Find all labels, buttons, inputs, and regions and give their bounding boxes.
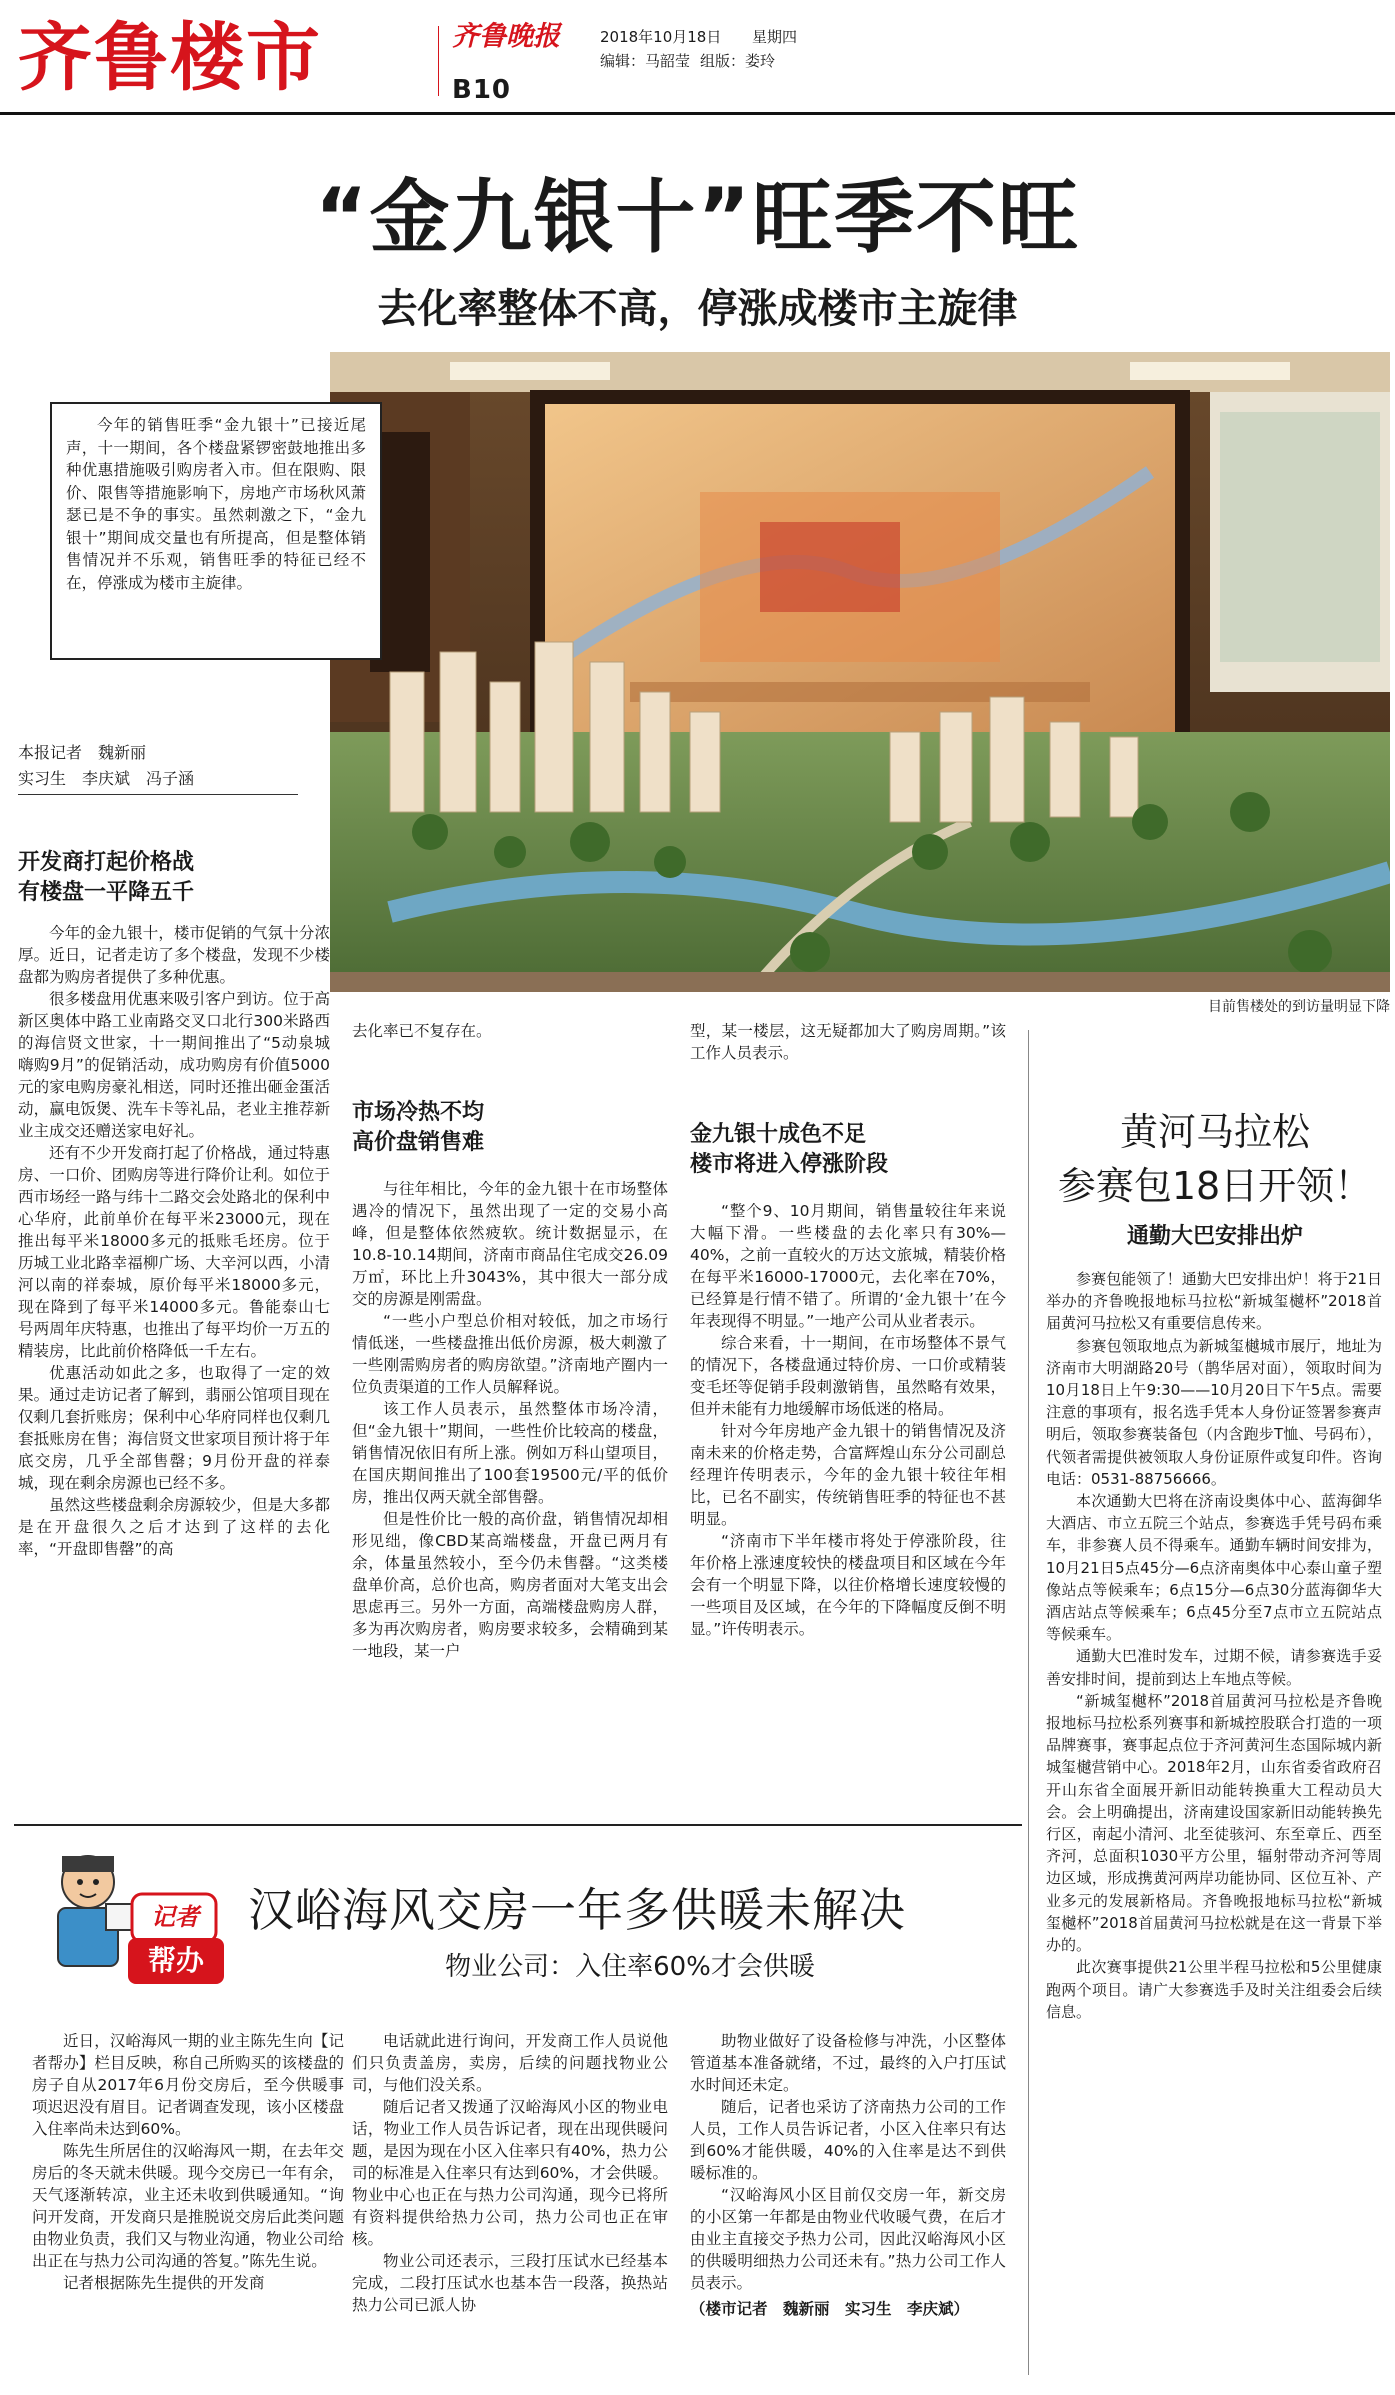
lead-column-2-leadin [352,1020,668,1042]
sales-office-model-illustration [330,352,1390,992]
newspaper-logo: 齐鲁晚报 [452,21,560,52]
section2-title-line2: 高价盘销售难 [352,1130,485,1155]
paragraph: “一些小户型总价相对较低，加之市场行情低迷，一些楼盘推出低价房源，极大刺激了一些刚需购房者的购房欲望。”济南地产圈内一位负责渠道的工作人员解释说。 [352,1312,668,1396]
paragraph: “新城玺樾杯”2018首届黄河马拉松是齐鲁晚报地标马拉松系列赛事和新城控股联合打造的一项品牌赛事，赛事起点位于齐河黄河生态国际城内新城玺樾营销中心。2018年2月，山东省委省政府召开山东省全面展开新旧动能转换重大工程动员大会。会上明确提出，济南建设国家新旧动能转换先行区，南起小清河、北至徒骇河、东至章丘、西至齐河，总面积1030平方公里，辐射带动齐河等周边区域，形成携黄河两岸功能协同、区位互补、产业多元的发展新格局。齐鲁晚报地标马拉松“新城玺樾杯”2018首届黄河马拉松就是在这一背景下举办的。 [1046,1691,1382,1955]
help-column-3 [690,2030,1006,2320]
paragraph: 电话就此进行询问，开发商工作人员说他们只负责盖房，卖房，后续的问题找物业公司，与他们没关系。 [352,2032,668,2094]
help-column-2 [352,2030,668,2316]
section1-title-line2: 有楼盘一平降五千 [18,880,195,905]
paragraph: 很多楼盘用优惠来吸引客户到访。位于高新区奥体中路工业南路交叉口北行300米路西的海信贤文世家，十一期间推出了“5动泉城 嗨购9月”的促销活动，成功购房有价值5000元的家电购房豪礼相送，同时还推出砸金蛋活动，赢电饭煲、洗车卡等礼品，老业主推荐新业主成交还赠送家电好礼。 [18,990,330,1140]
page-number: B10 [452,75,511,105]
section3-title-line2: 楼市将进入停涨阶段 [690,1152,889,1177]
badge-line2: 帮办 [147,1944,204,1977]
editor-credit: 编辑：马韶莹 [600,52,691,70]
lead-summary-text: 今年的销售旺季“金九银十”已接近尾声，十一期间，各个楼盘紧锣密鼓地推出多种优惠措施吸引购房者入市。但在限购、限价、限售等措施影响下，房地产市场秋风萧瑟已是不争的事实。虽然刺激之下，“金九银十”期间成交量也有所提高，但是整体销售情况并不乐观，销售旺季的特征已经不在，停涨成为楼市主旋律。 [66,416,366,592]
paragraph: 记者根据陈先生提供的开发商 [63,2274,265,2292]
paragraph: “济南市下半年楼市将处于停涨阶段，往年价格上涨速度较快的楼盘项目和区域在今年会有一个明显下降，以往价格增长速度较慢的一些项目及区域，在今年的下降幅度反倒不明显。”许传明表示。 [690,1532,1006,1638]
sidebar-divider [1028,1030,1029,2375]
byline-reporter: 本报记者 魏新丽 [18,743,147,762]
paragraph-continuation: 型，某一楼层，这无疑都加大了购房周期。”该工作人员表示。 [690,1022,1006,1062]
masthead-vertical-divider [438,26,439,96]
sales-office-photo [330,352,1390,992]
paragraph: 参赛包能领了！通勤大巴安排出炉！将于21日举办的齐鲁晚报地标马拉松“新城玺樾杯”2018首届黄河马拉松又有重要信息传来。 [1046,1270,1382,1333]
marathon-title-line2: 参赛包18日开领！ [1057,1164,1373,1208]
paragraph: 陈先生所居住的汉峪海风一期，在去年交房后的冬天就未供暖。现今交房已一年有余，天气逐渐转凉，业主还未收到供暖通知。“询问开发商，开发商只是推脱说交房后此类问题由物业负责，我们又与物业沟通，物业公司给出正在与热力公司沟通的答复。”陈先生说。 [32,2142,344,2270]
lead-column-3 [690,1200,1006,1640]
paragraph: 随后记者又拨通了汉峪海风小区的物业电话，物业工作人员告诉记者，现在出现供暖问题，是因为现在小区入住率只有40%，热力公司的标准是入住率只有达到60%，才会供暖。物业中心也正在与热力公司沟通，现今已将所有资料提供给热力公司，热力公司也正在审核。 [352,2098,668,2248]
badge-line1: 记者 [151,1903,199,1931]
paragraph-continuation: 去化率已不复存在。 [352,1022,492,1040]
paragraph: 此次赛事提供21公里半程马拉松和5公里健康跑两个项目。请广大参赛选手及时关注组委会后续信息。 [1046,1958,1382,2021]
paragraph: 通勤大巴准时发车，过期不候，请参赛选手妥善安排时间，提前到达上车地点等候。 [1046,1647,1382,1688]
paragraph: “汉峪海风小区目前仅交房一年，新交房的小区第一年都是由物业代收暖气费，在后才由业主直接交予热力公司，因此汉峪海风小区的供暖明细热力公司还未有。”热力公司工作人员表示。 [690,2186,1006,2292]
paragraph: 本次通勤大巴将在济南设奥体中心、蓝海御华大酒店、市立五院三个站点，参赛选手凭号码布乘车，非参赛人员不得乘车。通勤车辆时间安排为，10月21日5点45分—6点济南奥体中心泰山童子塑像站点等候乘车；6点15分—6点30分蓝海御华大酒店站点等候乘车；6点45分至7点市立五院站点等候乘车。 [1046,1492,1382,1644]
section3-heading [690,1120,1006,1180]
paragraph: 虽然这些楼盘剩余房源较少，但是大多都是在开盘很久之后才达到了这样的去化率，“开盘即售罄”的高 [18,1496,330,1558]
byline-interns: 实习生 李庆斌 冯子涵 [18,766,298,795]
issue-weekday: 星期四 [752,28,798,46]
section3-title-line1: 金九银十成色不足 [690,1122,867,1147]
help-column-1 [32,2030,344,2294]
paragraph: 助物业做好了设备检修与冲洗，小区整体管道基本准备就绪，不过，最终的入户打压试水时间还未定。 [690,2032,1006,2094]
help-headline: 汉峪海风交房一年多供暖未解决 [248,1883,906,1937]
section-title: 齐鲁楼市 [18,15,322,101]
paragraph: 该工作人员表示，虽然整体市场冷清，但“金九银十”期间，一些性价比较高的楼盘，销售情况依旧有所上涨。例如万科山望项目，在国庆期间推出了100套19500元/平的低价房，推出仅两天就全部售罄。 [352,1400,668,1506]
marathon-subtitle: 通勤大巴安排出炉 [1126,1224,1303,1249]
paragraph: 物业公司还表示，三段打压试水已经基本完成，二段打压试水也基本告一段落，换热站热力公司已派人协 [352,2252,668,2314]
paragraph: 针对今年房地产金九银十的销售情况及济南未来的价格走势，合富辉煌山东分公司副总经理许传明表示，今年的金九银十较往年相比，已名不副实，传统销售旺季的特征也不甚明显。 [690,1422,1006,1528]
paragraph: 近日，汉峪海风一期的业主陈先生向【记者帮办】栏目反映，称自己所购买的该楼盘的房子自从2017年6月份交房后，至今供暖事项迟迟没有眉目。记者调查发现，该小区楼盘入住率尚未达到60%。 [32,2032,344,2138]
section2-heading [352,1098,668,1158]
lead-summary-box [50,402,382,660]
issue-date: 2018年10月18日 [600,28,722,46]
help-byline: （楼市记者 魏新丽 实习生 李庆斌） [690,2300,970,2318]
paragraph: 还有不少开发商打起了价格战，通过特惠房、一口价、团购房等进行降价让利。如位于西市场经一路与纬十二路交会处路北的保利中心华府，此前单价在每平米23000元，现在推出每平米18000多元的抵账毛坯房。位于历城工业北路幸福柳广场、大辛河以西，小清河以南的祥泰城，原价每平米18000多元，现在降到了每平米14000多元。鲁能泰山七号两周年庆特惠，也推出了每平均价一万五的精装房，比此前价格降低一千左右。 [18,1144,330,1360]
section1-heading [18,848,328,908]
reporter-help-badge [36,1842,226,1992]
paragraph: 今年的金九银十，楼市促销的气氛十分浓厚。近日，记者走访了多个楼盘，发现不少楼盘都为购房者提供了多种优惠。 [18,924,330,986]
paragraph: 与往年相比，今年的金九银十在市场整体遇冷的情况下，虽然出现了一定的交易小高峰，但是整体依然疲软。统计数据显示，在10.8-10.14期间，济南市商品住宅成交26.09万㎡，环比上升3043%，其中很大一部分成交的房源是刚需盘。 [352,1180,668,1308]
paragraph: 优惠活动如此之多，也取得了一定的效果。通过走访记者了解到，翡丽公馆项目现在仅剩几套折账房；保利中心华府同样也仅剩几套抵账房在售；海信贤文世家项目预计将于年底交房，几乎全部售罄；9月份开盘的祥泰城，现在剩余房源也已经不多。 [18,1364,330,1492]
paragraph: 参赛包领取地点为新城玺樾城市展厅，地址为济南市大明湖路20号（鹊华居对面），领取时间为10月18日上午9:30——10月20日下午5点。需要注意的事项有，报名选手凭本人身份证签署参赛声明后，领取参赛装备包（内含跑步T恤、号码布），代领者需提供被领取人身份证原件或复印件。咨询电话：0531-88756666。 [1046,1336,1382,1488]
lead-column-3-leadin [690,1020,1006,1064]
paragraph: 随后，记者也采访了济南热力公司的工作人员，工作人员告诉记者，小区入住率只有达到60%才能供暖，40%的入住率是达不到供暖标准的。 [690,2098,1006,2182]
help-section-rule [14,1824,1022,1826]
lead-subheadline: 去化率整体不高，停涨成楼市主旋律 [377,286,1018,332]
paragraph: 但是性价比一般的高价盘，销售情况却相形见绌，像CBD某高端楼盘，开盘已两月有余，体量虽然较小，至今仍未售罄。“这类楼盘单价高，总价也高，购房者面对大笔支出会思虑再三。另外一方面，高端楼盘购房人群，多为再次购房者，购房要求较多，会精确到某一地段，某一户 [352,1510,668,1660]
masthead-rule [0,112,1395,115]
lead-headline: “金九银十”旺季不旺 [314,171,1081,264]
help-subheadline: 物业公司：入住率60%才会供暖 [445,1952,815,1982]
photo-caption: 目前售楼处的到访量明显下降 [1208,999,1390,1015]
lead-column-2 [352,1178,668,1662]
marathon-title-line1: 黄河马拉松 [1119,1110,1310,1154]
paragraph: “整个9、10月期间，销售量较往年来说大幅下滑。一些楼盘的去化率只有30%—40%，之前一直较火的万达文旅城，精装价格在每平米16000-17000元，去化率在70%，已经算是行情不错了。所谓的‘金九银十’在今年表现得不明显。”一地产公司从业者表示。 [690,1202,1006,1330]
layout-credit: 组版：娄玲 [700,52,776,70]
marathon-body [1046,1268,1382,2023]
paragraph: 综合来看，十一期间，在市场整体不景气的情况下，各楼盘通过特价房、一口价或精装变毛坯等促销手段刺激销售，虽然略有效果，但并未能有力地缓解市场低迷的格局。 [690,1334,1006,1418]
section2-title-line1: 市场冷热不均 [352,1100,485,1125]
section1-title-line1: 开发商打起价格战 [18,850,195,875]
lead-column-1 [18,922,330,1560]
